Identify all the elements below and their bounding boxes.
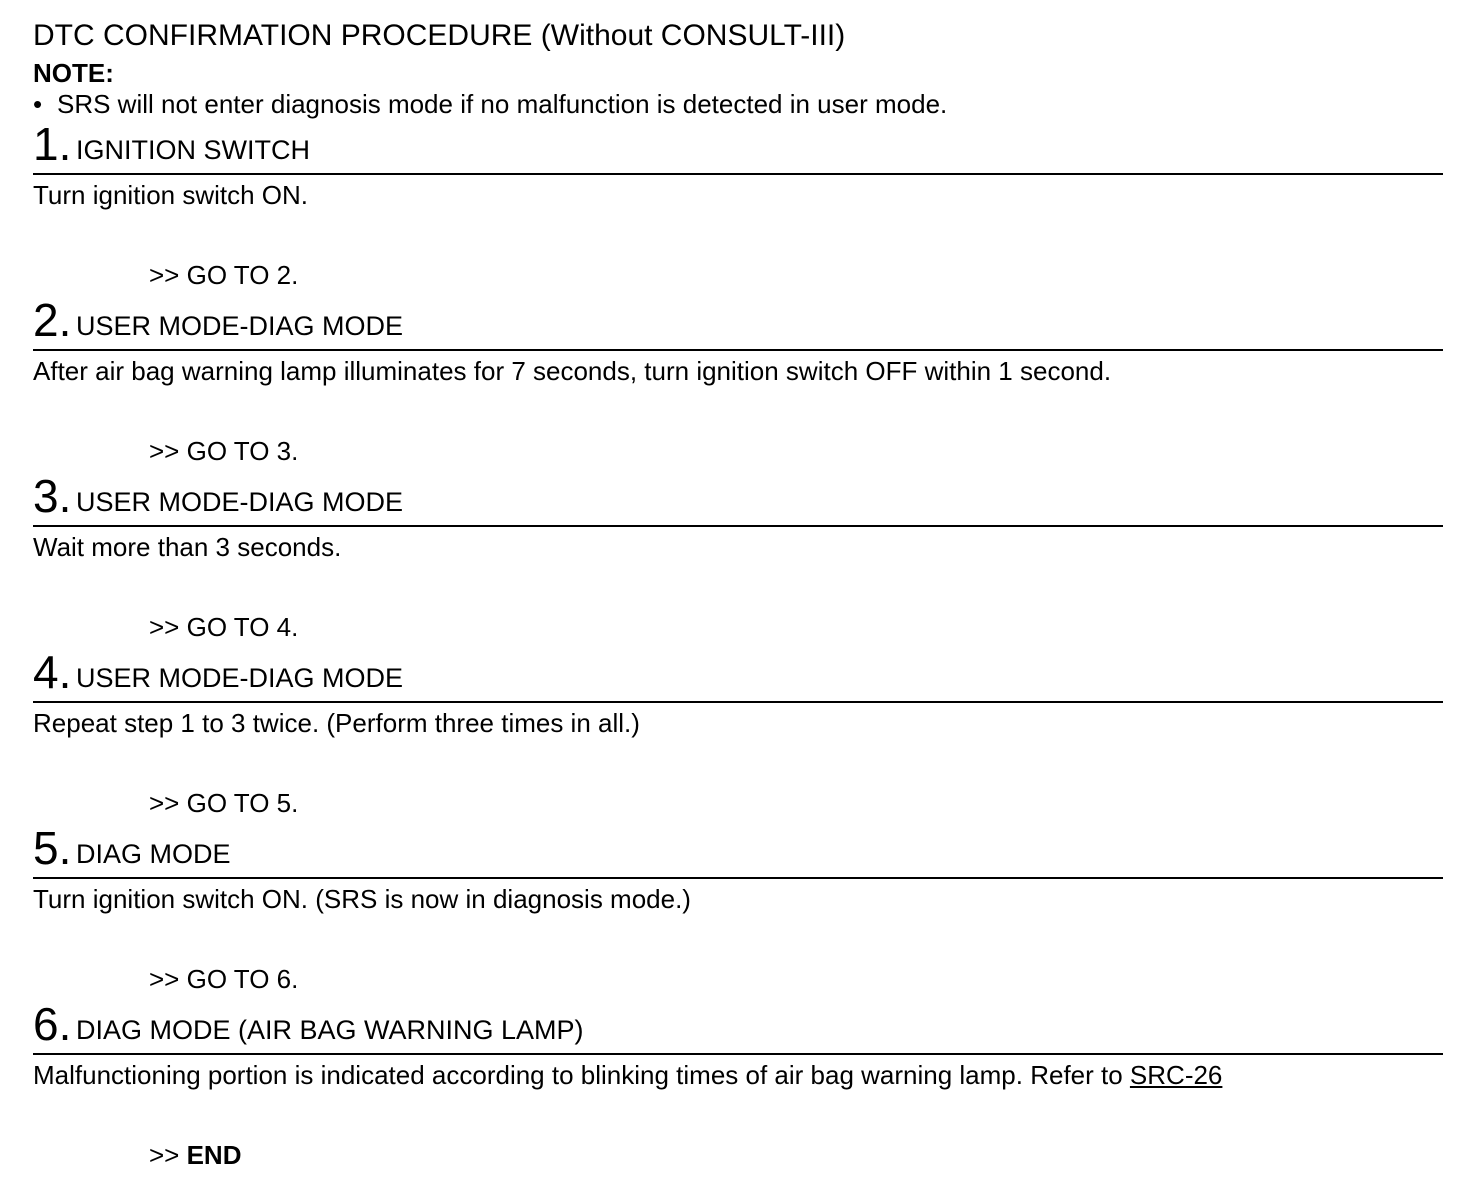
step-divider (33, 349, 1443, 351)
bullet-icon: • (33, 89, 43, 119)
step-goto (149, 260, 298, 290)
step-number: 3. (33, 470, 72, 522)
step-instruction: Turn ignition switch ON. (SRS is now in diagnosis mode.) (33, 884, 691, 914)
step-number: 2. (33, 294, 72, 346)
goto-target: GO TO 3. (186, 436, 299, 466)
step-goto (149, 612, 298, 642)
goto-target: GO TO 2. (186, 260, 299, 290)
step-divider (33, 525, 1443, 527)
step-instruction: Repeat step 1 to 3 twice. (Perform three times in all.) (33, 708, 640, 738)
step-instruction: Wait more than 3 seconds. (33, 532, 342, 562)
step-title: IGNITION SWITCH (76, 135, 310, 165)
step-divider (33, 1053, 1443, 1055)
step-instruction-text: Malfunctioning portion is indicated according to blinking times of air bag warning lamp. Refer to (33, 1060, 1130, 1090)
step-goto (149, 964, 298, 994)
step-5 (0, 822, 1472, 1006)
step-title: DIAG MODE (AIR BAG WARNING LAMP) (76, 1015, 584, 1045)
goto-arrows: >> (149, 612, 187, 642)
note-label: NOTE: (33, 58, 114, 88)
step-divider (33, 877, 1443, 879)
note-item (33, 89, 947, 119)
goto-target: GO TO 5. (186, 788, 299, 818)
step-3 (0, 470, 1472, 654)
step-instruction: Turn ignition switch ON. (33, 180, 309, 210)
step-6 (0, 998, 1472, 1182)
step-4 (0, 646, 1472, 830)
step-divider (33, 701, 1443, 703)
step-title: DIAG MODE (76, 839, 231, 869)
step-title: USER MODE-DIAG MODE (76, 487, 404, 517)
step-number: 4. (33, 646, 72, 698)
goto-arrows: >> (149, 964, 187, 994)
goto-arrows: >> (149, 436, 187, 466)
step-2 (0, 294, 1472, 478)
page-title: DTC CONFIRMATION PROCEDURE (Without CONSULT-III) (33, 19, 846, 52)
step-number: 6. (33, 998, 72, 1050)
step-goto (149, 1140, 242, 1170)
reference-link[interactable]: SRC-26 (1129, 1060, 1223, 1090)
step-goto (149, 436, 298, 466)
note-text: SRS will not enter diagnosis mode if no malfunction is detected in user mode. (57, 89, 948, 119)
step-instruction: After air bag warning lamp illuminates for 7 seconds, turn ignition switch OFF within 1 second. (33, 356, 1112, 386)
step-goto (149, 788, 298, 818)
step-title: USER MODE-DIAG MODE (76, 663, 404, 693)
goto-arrows: >> (149, 788, 187, 818)
step-number: 5. (33, 822, 72, 874)
step-number: 1. (33, 118, 72, 170)
step-divider (33, 173, 1443, 175)
step-instruction (33, 1060, 1222, 1090)
goto-target: GO TO 6. (186, 964, 299, 994)
step-1 (0, 118, 1472, 302)
step-title: USER MODE-DIAG MODE (76, 311, 404, 341)
goto-target: GO TO 4. (186, 612, 299, 642)
goto-arrows: >> (149, 260, 187, 290)
goto-arrows: >> (149, 1140, 187, 1170)
goto-end: END (186, 1140, 242, 1170)
